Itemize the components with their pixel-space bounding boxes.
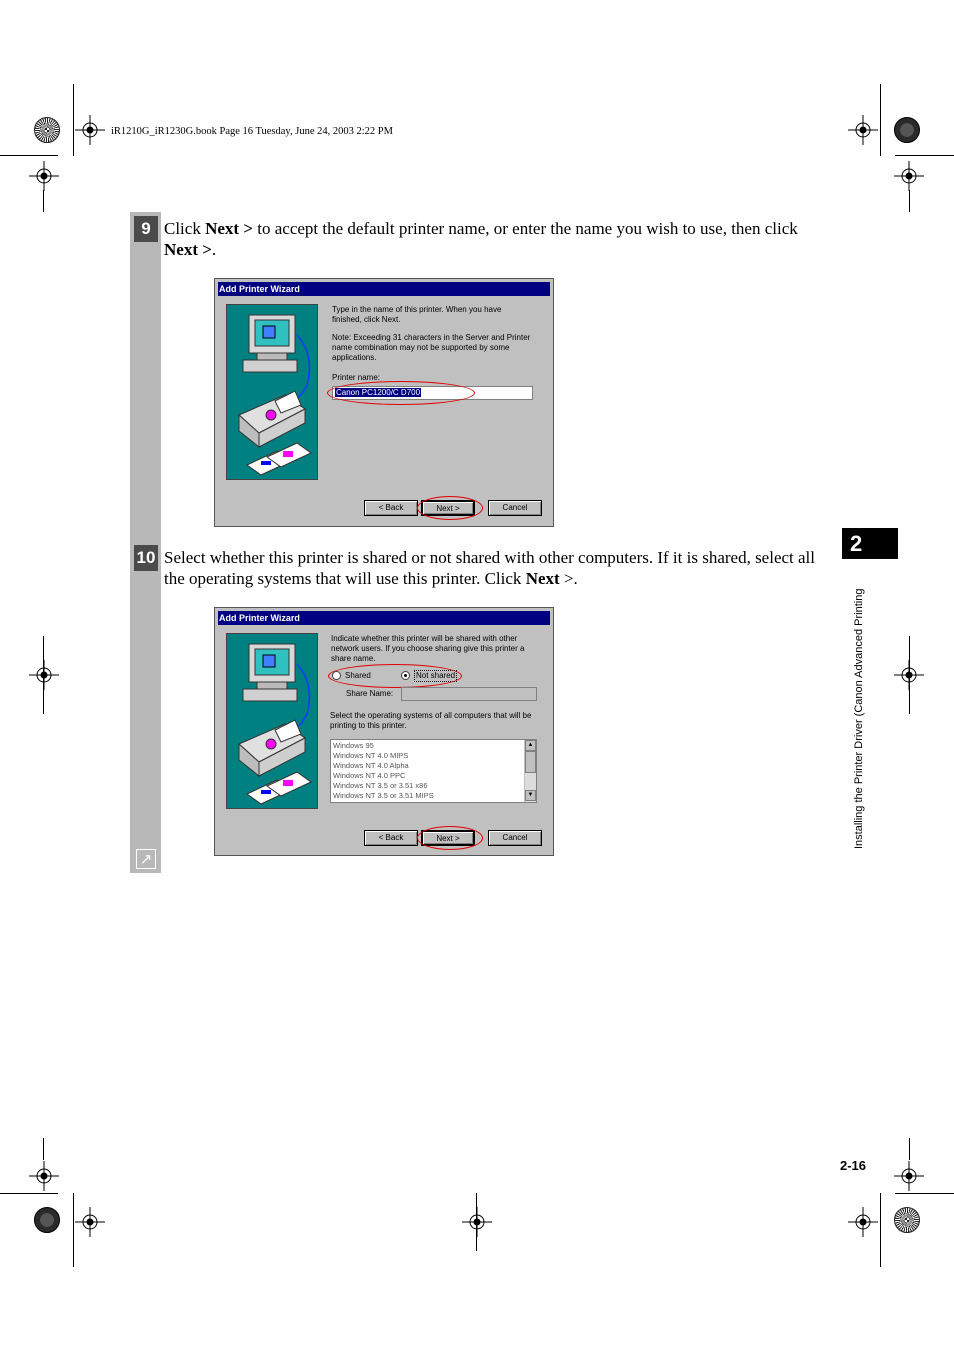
printer-icon — [239, 391, 305, 447]
step-number: 9 — [134, 216, 158, 242]
step-gutter — [130, 212, 161, 873]
crop-line — [880, 84, 881, 156]
registration-ring-bottom-right — [894, 1207, 920, 1233]
dialog-title: Add Printer Wizard — [218, 611, 550, 625]
next-button[interactable]: Next > — [421, 500, 475, 516]
registration-mark — [848, 115, 878, 145]
registration-mark — [848, 1207, 878, 1237]
chapter-side-label: Installing the Printer Driver (Canon Advanced Printing — [853, 588, 865, 849]
printer-name-value: Canon PC1200/C D700 — [336, 388, 421, 397]
step-9-instruction: Click Next > to accept the default printer name, or enter the name you wish to use, then click Next >. — [164, 219, 798, 259]
shared-radio-label[interactable]: Shared — [345, 671, 371, 680]
share-name-field[interactable] — [401, 687, 537, 701]
registration-mark — [894, 1161, 924, 1191]
computer-icon — [243, 315, 297, 372]
os-list[interactable] — [330, 739, 537, 803]
registration-ring-top-left — [34, 117, 60, 143]
add-printer-wizard-dialog — [214, 278, 554, 527]
cancel-button[interactable]: Cancel — [488, 830, 542, 846]
page-number: 2-16 — [840, 1158, 867, 1173]
list-item[interactable]: Windows NT 4.0 Alpha — [333, 761, 409, 770]
registration-mark — [894, 161, 924, 191]
crop-line — [43, 1138, 44, 1160]
registration-mark — [75, 1207, 105, 1237]
print-samples — [247, 772, 311, 804]
crop-line — [909, 1138, 910, 1160]
list-item[interactable]: Windows 95 — [333, 741, 374, 750]
list-item[interactable]: Windows NT 3.5 or 3.51 x86 — [333, 781, 428, 790]
list-item[interactable]: Windows NT 3.5 or 3.51 MIPS — [333, 791, 434, 800]
highlight-oval — [417, 826, 483, 850]
crop-line — [880, 1193, 881, 1267]
scroll-thumb[interactable] — [525, 751, 536, 773]
list-item[interactable]: Windows NT 4.0 PPC — [333, 771, 406, 780]
step-10-instruction: Select whether this printer is shared or not shared with other computers. If it is shared, select all the operating systems that will use this printer. Click Next >. — [164, 548, 816, 588]
dialog-note: Note: Exceeding 31 characters in the Server and Printer name combination may not be supported by some applications. — [332, 333, 531, 362]
registration-mark — [75, 115, 105, 145]
not-shared-radio-label[interactable]: Not shared — [416, 671, 456, 680]
add-printer-wizard-dialog — [214, 607, 554, 856]
chapter-tab: 2 — [842, 528, 898, 559]
print-header-file-info: iR1210G_iR1230G.book Page 16 Tuesday, June 24, 2003 2:22 PM — [111, 126, 393, 137]
back-button[interactable]: < Back — [364, 830, 418, 846]
printer-name-label: Printer name: — [332, 373, 381, 382]
scroll-down-icon[interactable]: ▼ — [525, 790, 536, 801]
highlight-oval — [327, 381, 475, 405]
crop-line — [476, 1193, 477, 1251]
wizard-illustration — [226, 304, 318, 480]
registration-mark — [29, 660, 59, 690]
dialog-title: Add Printer Wizard — [218, 282, 550, 296]
crop-line — [73, 1193, 74, 1267]
list-scrollbar[interactable] — [524, 740, 536, 802]
registration-ring-top-right — [894, 117, 920, 143]
crop-line — [43, 190, 44, 212]
crop-line — [895, 155, 954, 156]
scroll-up-icon[interactable]: ▲ — [525, 740, 536, 751]
dialog-instruction: Indicate whether this printer will be shared with other network users. If you choose sharing give this printer a share name. — [331, 634, 525, 663]
print-samples — [247, 443, 311, 475]
os-instruction: Select the operating systems of all computers that will be printing to this printer. — [330, 711, 532, 730]
registration-mark — [29, 161, 59, 191]
crop-line — [909, 636, 910, 714]
wizard-illustration — [226, 633, 318, 809]
registration-ring-bottom-left — [34, 1207, 60, 1233]
share-name-label: Share Name: — [346, 689, 394, 698]
highlight-oval — [417, 496, 483, 520]
registration-mark — [29, 1161, 59, 1191]
cancel-button[interactable]: Cancel — [488, 500, 542, 516]
registration-mark — [462, 1207, 492, 1237]
step-number: 10 — [134, 545, 158, 571]
crop-line — [43, 636, 44, 714]
printer-icon — [239, 720, 305, 776]
dialog-instruction: Type in the name of this printer. When you have finished, click Next. — [332, 305, 502, 324]
crop-line — [0, 1193, 58, 1194]
highlight-oval — [328, 664, 462, 688]
crop-line — [73, 84, 74, 156]
list-item[interactable]: Windows NT 4.0 MIPS — [333, 751, 409, 760]
computer-icon — [243, 644, 297, 701]
next-button[interactable]: Next > — [421, 830, 475, 846]
crop-line — [0, 155, 58, 156]
continue-arrow-icon: ↗ — [136, 849, 156, 869]
crop-line — [909, 190, 910, 212]
crop-line — [895, 1193, 954, 1194]
back-button[interactable]: < Back — [364, 500, 418, 516]
